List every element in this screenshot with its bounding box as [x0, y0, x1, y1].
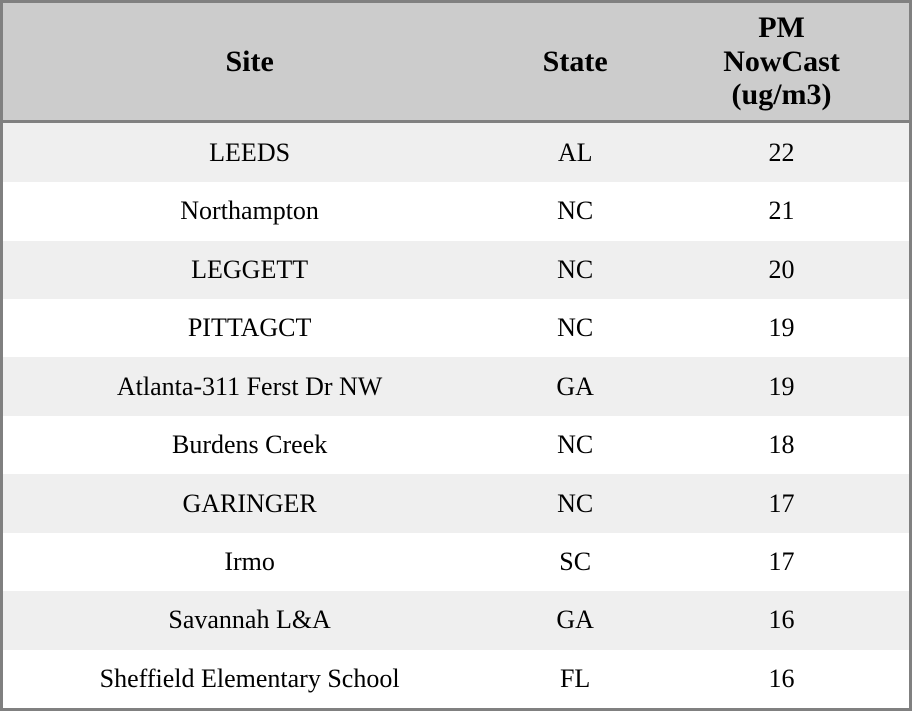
- pm-nowcast-table: [3, 3, 909, 708]
- cell-value: 22: [768, 137, 795, 167]
- cell-state: NC: [557, 313, 594, 343]
- column-header-pm-nowcast: [654, 3, 909, 121]
- cell-site: PITTAGCT: [187, 313, 312, 343]
- table-header: [3, 3, 909, 121]
- cell-site: Sheffield Elementary School: [99, 663, 400, 693]
- cell-state: NC: [557, 488, 594, 518]
- table-row: [3, 241, 909, 299]
- table-body: [3, 121, 909, 708]
- table-row: [3, 591, 909, 649]
- table-header-row: [3, 3, 909, 121]
- column-header-pm-nowcast-line2: NowCast: [723, 44, 840, 78]
- cell-site: Burdens Creek: [171, 430, 328, 460]
- column-header-site-label: Site: [225, 44, 274, 78]
- column-header-state-label: State: [542, 44, 608, 78]
- cell-site: Northampton: [180, 196, 319, 226]
- cell-value: 19: [768, 371, 795, 401]
- cell-value: 21: [768, 196, 795, 226]
- cell-value: 17: [768, 546, 795, 576]
- cell-value: 16: [768, 663, 795, 693]
- table-row: [3, 474, 909, 532]
- column-header-pm-nowcast-line3: (ug/m3): [731, 78, 832, 112]
- cell-site: Irmo: [224, 546, 275, 576]
- cell-value: 20: [768, 254, 795, 284]
- cell-state: NC: [557, 430, 594, 460]
- cell-value: 18: [768, 430, 795, 460]
- cell-state: FL: [559, 663, 591, 693]
- cell-state: GA: [556, 605, 594, 635]
- cell-value: 16: [768, 605, 795, 635]
- cell-state: SC: [559, 546, 592, 576]
- table-row: [3, 299, 909, 357]
- table-row: [3, 182, 909, 240]
- cell-value: 19: [768, 313, 795, 343]
- cell-state: NC: [557, 196, 594, 226]
- column-header-site: [3, 3, 496, 121]
- table-row: [3, 357, 909, 415]
- cell-state: AL: [557, 137, 593, 167]
- cell-site: LEGGETT: [191, 254, 309, 284]
- column-header-pm-nowcast-line1: PM: [758, 11, 805, 44]
- cell-state: GA: [556, 371, 594, 401]
- column-header-state: [496, 3, 654, 121]
- table-row: [3, 650, 909, 708]
- table-row: [3, 416, 909, 474]
- cell-state: NC: [557, 254, 594, 284]
- table-row: [3, 533, 909, 591]
- cell-value: 17: [768, 488, 795, 518]
- cell-site: Atlanta-311 Ferst Dr NW: [116, 371, 383, 401]
- cell-site: Savannah L&A: [168, 605, 331, 635]
- cell-site: LEEDS: [209, 137, 291, 167]
- table-row: [3, 121, 909, 182]
- cell-site: GARINGER: [182, 488, 317, 518]
